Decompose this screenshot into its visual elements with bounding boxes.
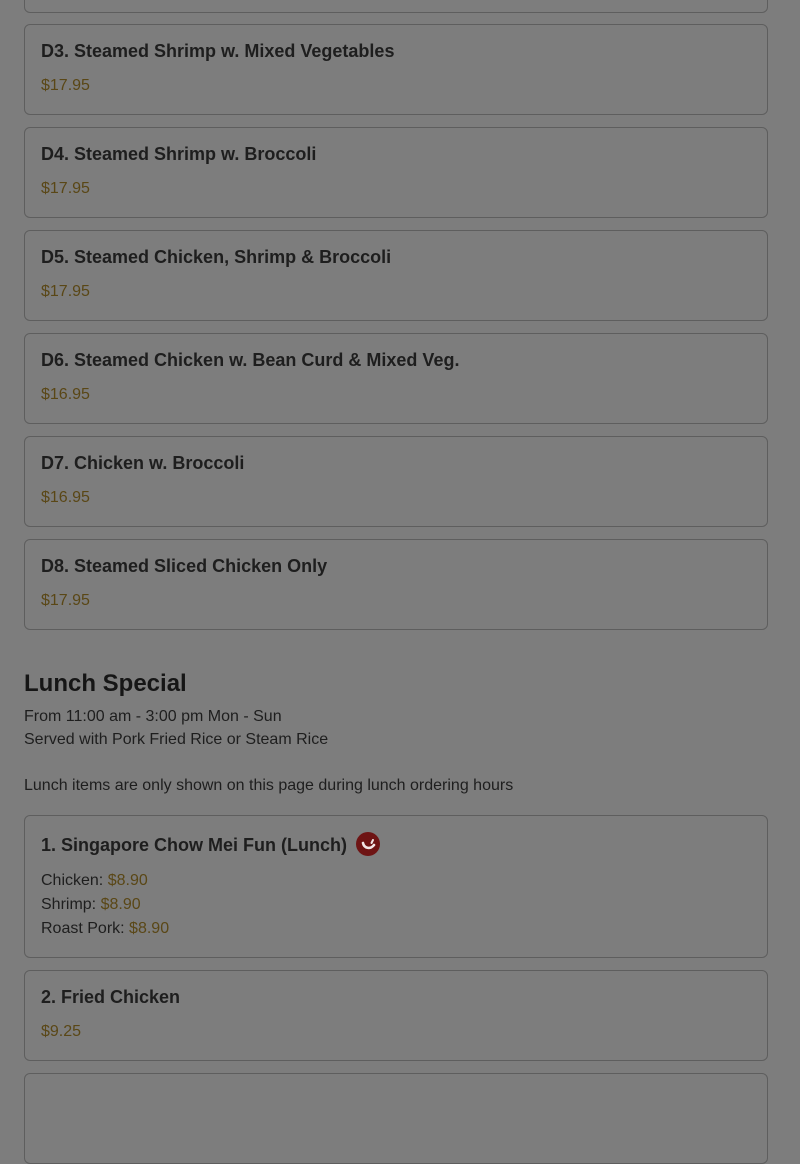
menu-item-option [41, 869, 169, 893]
menu-item-card[interactable] [24, 333, 768, 424]
menu-item-option [41, 893, 169, 917]
menu-item-price: $16.95 [41, 489, 90, 506]
menu-item-card[interactable] [24, 970, 768, 1061]
menu-item-name: D6. Steamed Chicken w. Bean Curd & Mixed Veg. [41, 350, 460, 370]
menu-item-price: $16.95 [41, 386, 90, 403]
chili-pepper-icon [356, 832, 380, 856]
menu-item-card[interactable] [24, 24, 768, 115]
menu-item-name: D4. Steamed Shrimp w. Broccoli [41, 144, 317, 164]
option-label: Shrimp: [41, 896, 97, 913]
section-title-lunch-special: Lunch Special [24, 670, 187, 697]
lunch-served-with: Served with Pork Fried Rice or Steam Rice [24, 731, 329, 748]
menu-item-name: D7. Chicken w. Broccoli [41, 453, 245, 473]
menu-item-card[interactable] [24, 230, 768, 321]
menu-item-card[interactable] [24, 436, 768, 527]
menu-item-options [41, 869, 169, 941]
menu-item-price: $17.95 [41, 77, 90, 94]
menu-item-card-partial-bottom[interactable] [24, 1073, 768, 1164]
menu-item-card[interactable] [24, 815, 768, 958]
menu-item-price: $17.95 [41, 592, 90, 609]
menu-item-price: $9.25 [41, 1023, 82, 1040]
option-price: $8.90 [107, 872, 148, 889]
lunch-availability-note: Lunch items are only shown on this page during lunch ordering hours [24, 777, 514, 794]
option-label: Chicken: [41, 872, 104, 889]
option-price: $8.90 [100, 896, 141, 913]
option-price: $8.90 [129, 920, 170, 937]
menu-item-price: $17.95 [41, 283, 90, 300]
menu-item-option [41, 917, 169, 941]
menu-item-name: 1. Singapore Chow Mei Fun (Lunch) [41, 835, 347, 855]
menu-item-name: D3. Steamed Shrimp w. Mixed Vegetables [41, 41, 395, 61]
lunch-hours: From 11:00 am - 3:00 pm Mon - Sun [24, 708, 282, 725]
menu-item-price: $17.95 [41, 180, 90, 197]
menu-item-card[interactable] [24, 127, 768, 218]
option-label: Roast Pork: [41, 920, 125, 937]
menu-item-card-partial-top[interactable] [24, 0, 768, 13]
menu-item-card[interactable] [24, 539, 768, 630]
menu-item-name-row [41, 832, 380, 856]
menu-item-name: D8. Steamed Sliced Chicken Only [41, 556, 328, 576]
menu-item-name: D5. Steamed Chicken, Shrimp & Broccoli [41, 247, 392, 267]
menu-item-name: 2. Fried Chicken [41, 987, 181, 1007]
